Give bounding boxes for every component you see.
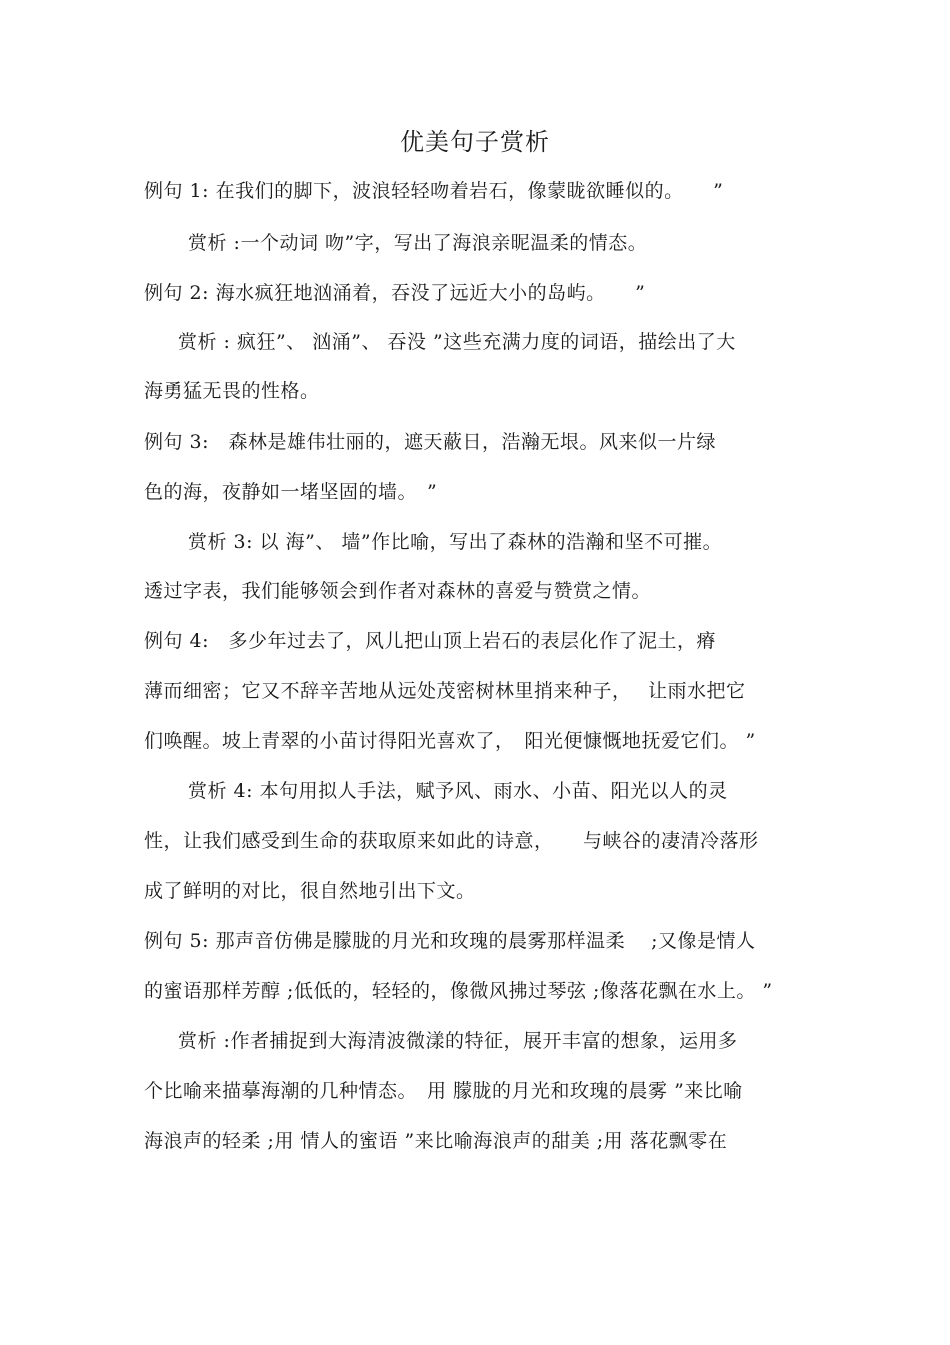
example-5-line-1: 例句 5: 那声音仿佛是朦胧的月光和玫瑰的晨雾那样温柔 ;又像是情人 bbox=[144, 930, 756, 952]
analysis-3-line-1: 赏析 3: 以 海”、 墙”作比喻，写出了森林的浩瀚和坚不可摧。 bbox=[188, 531, 723, 553]
example-4-line-2: 薄而细密；它又不辞辛苦地从远处茂密树林里捎来种子， 让雨水把它 bbox=[144, 680, 746, 702]
example-5-line-2: 的蜜语那样芳醇 ;低低的，轻轻的，像微风拂过琴弦 ;像落花飘在水上。 ” bbox=[144, 980, 773, 1002]
analysis-1-line-1: 赏析 :一个动词 吻”字，写出了海浪亲昵温柔的情态。 bbox=[188, 232, 648, 254]
example-4-line-3: 们唤醒。坡上青翠的小苗讨得阳光喜欢了， 阳光便慷慨地抚爱它们。 ” bbox=[144, 730, 756, 752]
analysis-2-line-1: 赏析 : 疯狂”、 汹涌”、 吞没 ”这些充满力度的词语，描绘出了大 bbox=[178, 331, 736, 353]
example-3-line-2: 色的海，夜静如一堵坚固的墙。 ” bbox=[144, 481, 438, 503]
analysis-2-line-2: 海勇猛无畏的性格。 bbox=[144, 380, 320, 402]
example-4-line-1: 例句 4: 多少年过去了，风儿把山顶上岩石的表层化作了泥土，瘠 bbox=[144, 630, 717, 652]
analysis-4-line-2: 性，让我们感受到生命的获取原来如此的诗意， 与峡谷的凄清冷落形 bbox=[144, 830, 759, 852]
analysis-4-line-3: 成了鲜明的对比，很自然地引出下文。 bbox=[144, 880, 476, 902]
example-3-line-1: 例句 3: 森林是雄伟壮丽的，遮天蔽日，浩瀚无垠。风来似一片绿 bbox=[144, 431, 717, 453]
analysis-5-line-3: 海浪声的轻柔 ;用 情人的蜜语 ”来比喻海浪声的甜美 ;用 落花飘零在 bbox=[144, 1130, 728, 1152]
analysis-3-line-2: 透过字表，我们能够领会到作者对森林的喜爱与赞赏之情。 bbox=[144, 580, 652, 602]
analysis-5-line-1: 赏析 :作者捕捉到大海清波微漾的特征，展开丰富的想象，运用多 bbox=[178, 1030, 738, 1052]
example-1-line-1: 例句 1: 在我们的脚下，波浪轻轻吻着岩石，像蒙眬欲睡似的。 ” bbox=[144, 180, 724, 202]
example-2-line-1: 例句 2: 海水疯狂地汹涌着，吞没了远近大小的岛屿。 ” bbox=[144, 282, 646, 304]
analysis-4-line-1: 赏析 4: 本句用拟人手法，赋予风、雨水、小苗、阳光以人的灵 bbox=[188, 780, 728, 802]
analysis-5-line-2: 个比喻来描摹海潮的几种情态。 用 朦胧的月光和玫瑰的晨雾 ”来比喻 bbox=[144, 1080, 743, 1102]
page-title: 优美句子赏析 bbox=[400, 128, 550, 156]
